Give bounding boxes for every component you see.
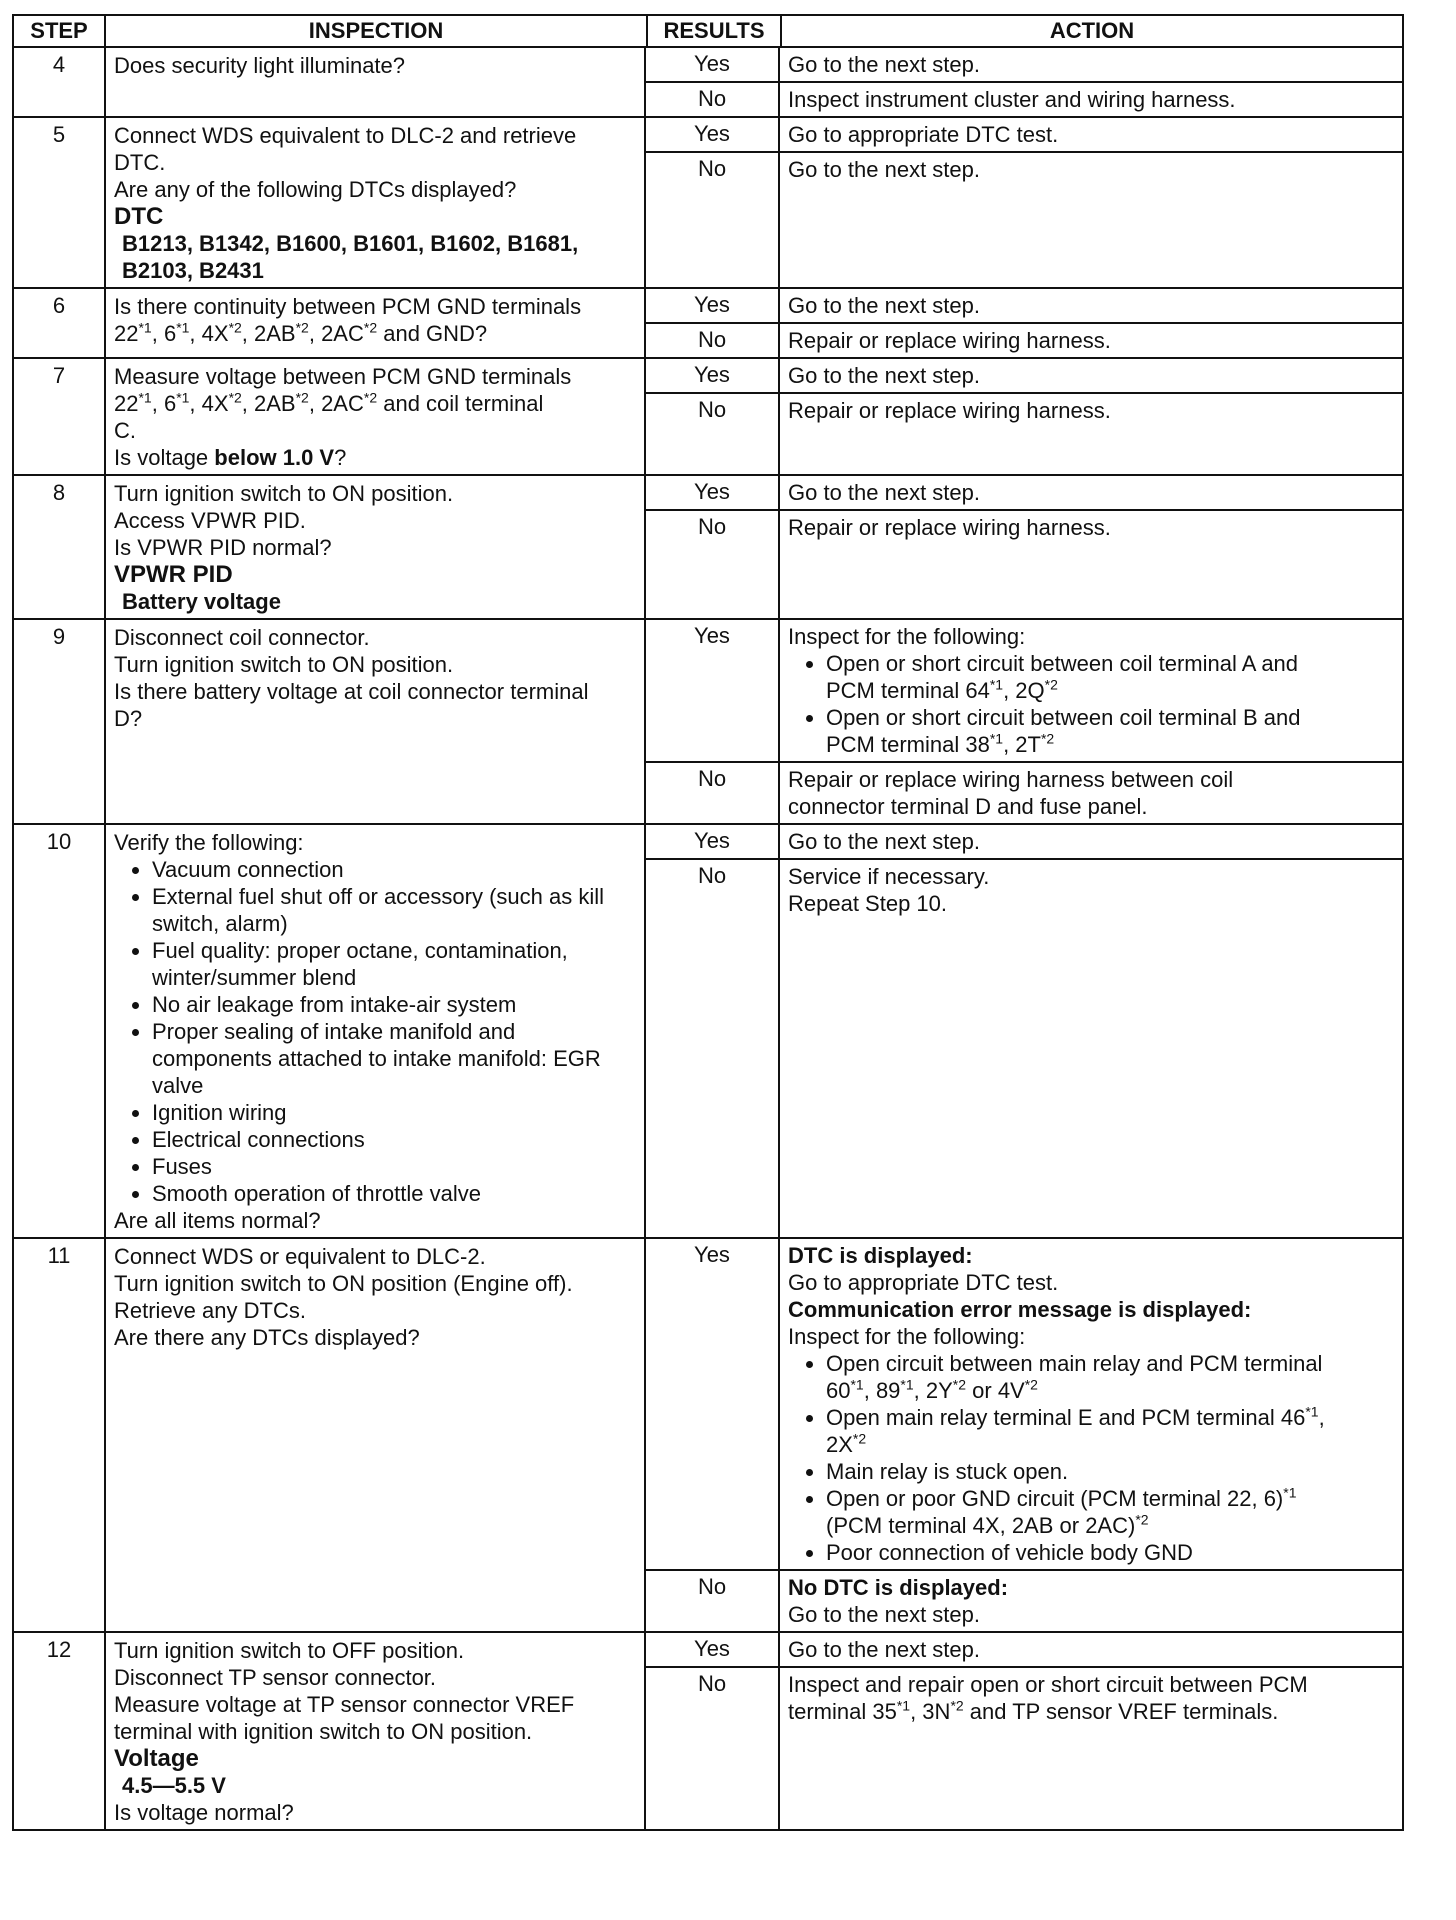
results-block [646, 48, 1402, 116]
inspection-text: D? [114, 706, 143, 731]
inspection-text: Connect WDS equivalent to DLC-2 and retrieve [114, 123, 577, 148]
action-text: Go to the next step. [788, 363, 981, 388]
step-row-5 [14, 118, 1402, 289]
result-no [646, 511, 1402, 618]
result-no [646, 153, 1402, 287]
inspection-text: Disconnect coil connector. [114, 625, 370, 650]
result-no [646, 324, 1402, 357]
inspection-cell [106, 1239, 646, 1631]
table-header [14, 16, 1402, 48]
inspection-text: Verify the following: [114, 830, 304, 855]
step-row-4 [14, 48, 1402, 118]
inspection-text: Does security light illuminate? [114, 53, 406, 78]
result-yes [646, 359, 1402, 394]
inspection-text: Is voltage below 1.0 V? [114, 445, 347, 470]
inspection-text: C. [114, 418, 136, 443]
list-item: • Open or short circuit between coil terminal B and PCM terminal 38$^{*1}$, $2T^{*2}$ [826, 704, 1396, 758]
result-label: Yes [646, 1239, 780, 1569]
list-item: • Smooth operation of throttle valve [152, 1180, 638, 1207]
action-text: connector terminal D and fuse panel. [788, 794, 1148, 819]
action-text: Go to the next step. [788, 829, 981, 854]
result-yes [646, 1633, 1402, 1668]
result-label: Yes [646, 1633, 780, 1666]
action-heading: DTC is displayed: [788, 1243, 973, 1268]
action-text: Inspect and repair open or short circuit between PCM [788, 1672, 1308, 1697]
step-row-10 [14, 825, 1402, 1239]
result-label: No [646, 153, 780, 287]
list-item: • Main relay is stuck open. [826, 1458, 1396, 1485]
result-no [646, 1571, 1402, 1631]
result-yes [646, 825, 1402, 860]
step-number: 5 [14, 118, 106, 287]
results-block [646, 118, 1402, 287]
inspection-text: DTC. [114, 150, 166, 175]
result-label: Yes [646, 289, 780, 322]
action-text: Go to appropriate DTC test. [788, 1270, 1059, 1295]
inspection-text: 22$^{*1}$, 6$^{*1}$, $4X^{*2}$, 2AB$^{*2}$, 2AC$^{*2}$ and coil terminal [114, 389, 544, 416]
result-label: No [646, 394, 780, 474]
result-label: No [646, 860, 780, 1237]
action-text: Repair or replace wiring harness. [788, 515, 1111, 540]
step-number: 4 [14, 48, 106, 116]
inspection-text: Are there any DTCs displayed? [114, 1325, 420, 1350]
spec-value: 4.5—5.5 V [122, 1773, 226, 1798]
list-item: • Proper sealing of intake manifold and components attached to intake manifold: EGR valve [152, 1018, 638, 1099]
result-label: No [646, 1668, 780, 1829]
result-yes [646, 476, 1402, 511]
action-heading: No DTC is displayed: [788, 1575, 1009, 1600]
action-text: Go to the next step. [788, 480, 981, 505]
inspection-text: Turn ignition switch to OFF position. [114, 1638, 465, 1663]
result-yes [646, 118, 1402, 153]
result-no [646, 763, 1402, 823]
inspection-text: Is there battery voltage at coil connector terminal [114, 679, 589, 704]
action-text: Go to the next step. [788, 157, 981, 182]
list-item: • Open or poor GND circuit (PCM terminal 22, 6)$^{*1}$ (PCM terminal 4X, 2AB or 2AC)$^{*2}$ [826, 1485, 1396, 1539]
spec-value: Battery voltage [122, 589, 281, 614]
inspection-cell [106, 825, 646, 1237]
result-label: Yes [646, 118, 780, 151]
inspection-text: 22$^{*1}$, 6$^{*1}$, $4X^{*2}$, 2AB$^{*2}$, 2AC$^{*2}$ and GND? [114, 319, 488, 346]
action-cell [780, 1571, 1402, 1631]
inspection-cell [106, 620, 646, 823]
list-item: • Fuel quality: proper octane, contamination, winter/summer blend [152, 937, 638, 991]
results-block [646, 289, 1402, 357]
step-row-9 [14, 620, 1402, 825]
inspection-text: Measure voltage at TP sensor connector VREF [114, 1692, 575, 1717]
action-text: Repair or replace wiring harness. [788, 398, 1111, 423]
result-label: Yes [646, 620, 780, 761]
inspection-cell [106, 118, 646, 287]
list-item: • Open main relay terminal E and PCM terminal 46$^{*1}$, $2X^{*2}$ [826, 1404, 1396, 1458]
result-label: Yes [646, 48, 780, 81]
list-item: • Ignition wiring [152, 1099, 638, 1126]
action-text: Service if necessary. [788, 864, 990, 889]
result-label: No [646, 511, 780, 618]
step-row-11 [14, 1239, 1402, 1633]
header-results: RESULTS [648, 16, 782, 46]
action-text: Go to the next step. [788, 1637, 981, 1662]
list-item: • Poor connection of vehicle body GND [826, 1539, 1396, 1566]
step-number: 6 [14, 289, 106, 357]
header-inspection: INSPECTION [106, 16, 648, 46]
inspection-cell [106, 1633, 646, 1829]
inspection-text: Turn ignition switch to ON position (Engine off). [114, 1271, 573, 1296]
inspection-text: Connect WDS or equivalent to DLC-2. [114, 1244, 486, 1269]
action-text: terminal 35$^{*1}$, $3N^{*2}$ and TP sensor VREF terminals. [788, 1697, 1279, 1724]
action-cell [780, 1668, 1402, 1829]
action-list [788, 650, 1396, 758]
inspection-text: terminal with ignition switch to ON position. [114, 1719, 533, 1744]
action-text: Inspect instrument cluster and wiring harness. [788, 87, 1236, 112]
result-yes [646, 289, 1402, 324]
results-block [646, 476, 1402, 618]
inspection-text: Is VPWR PID normal? [114, 535, 332, 560]
step-number: 8 [14, 476, 106, 618]
action-cell [780, 1239, 1402, 1569]
inspection-cell [106, 359, 646, 474]
results-block [646, 359, 1402, 474]
action-text: Inspect for the following: [788, 1324, 1026, 1349]
result-no [646, 860, 1402, 1237]
result-yes [646, 48, 1402, 83]
result-label: No [646, 1571, 780, 1631]
results-block [646, 1633, 1402, 1829]
step-number: 10 [14, 825, 106, 1237]
action-text: Go to appropriate DTC test. [788, 122, 1059, 147]
inspection-text: Access VPWR PID. [114, 508, 306, 533]
step-number: 12 [14, 1633, 106, 1829]
inspection-cell [106, 48, 646, 116]
results-block [646, 620, 1402, 823]
result-no [646, 1668, 1402, 1829]
list-item: • Electrical connections [152, 1126, 638, 1153]
action-text: Repair or replace wiring harness between coil [788, 767, 1234, 792]
action-text: Go to the next step. [788, 293, 981, 318]
action-cell [780, 763, 1402, 823]
action-text: Repair or replace wiring harness. [788, 328, 1111, 353]
step-number: 11 [14, 1239, 106, 1631]
inspection-text: Turn ignition switch to ON position. [114, 652, 454, 677]
result-no [646, 83, 1402, 116]
spec-value: B1213, B1342, B1600, B1601, B1602, B1681, [122, 231, 579, 256]
list-item: • External fuel shut off or accessory (such as kill switch, alarm) [152, 883, 638, 937]
diagnostic-table [12, 14, 1404, 1831]
verify-list [114, 856, 638, 1207]
result-label: No [646, 83, 780, 116]
action-text: Go to the next step. [788, 52, 981, 77]
inspection-cell [106, 476, 646, 618]
step-row-7 [14, 359, 1402, 476]
inspection-text: Is there continuity between PCM GND terminals [114, 294, 582, 319]
action-text: Repeat Step 10. [788, 891, 948, 916]
step-number: 7 [14, 359, 106, 474]
result-yes [646, 1239, 1402, 1571]
spec-value: B2103, B2431 [122, 258, 264, 283]
spec-heading: VPWR PID [114, 561, 233, 588]
spec-heading: Voltage [114, 1745, 199, 1772]
result-label: Yes [646, 476, 780, 509]
step-number: 9 [14, 620, 106, 823]
result-label: No [646, 763, 780, 823]
result-label: Yes [646, 825, 780, 858]
inspection-text: Disconnect TP sensor connector. [114, 1665, 437, 1690]
inspection-text: Are any of the following DTCs displayed? [114, 177, 517, 202]
step-row-8 [14, 476, 1402, 620]
results-block [646, 825, 1402, 1237]
spec-heading: DTC [114, 203, 164, 230]
header-step: STEP [14, 16, 106, 46]
list-item: • Vacuum connection [152, 856, 638, 883]
inspection-text: Is voltage normal? [114, 1800, 294, 1825]
results-block [646, 1239, 1402, 1631]
action-text: Inspect for the following: [788, 624, 1026, 649]
header-action: ACTION [1049, 18, 1135, 43]
action-list [788, 1350, 1396, 1566]
result-label: Yes [646, 359, 780, 392]
step-row-12 [14, 1633, 1402, 1829]
list-item: • No air leakage from intake-air system [152, 991, 638, 1018]
action-text: Go to the next step. [788, 1602, 981, 1627]
result-yes [646, 620, 1402, 763]
inspection-text: Are all items normal? [114, 1208, 321, 1233]
list-item: • Fuses [152, 1153, 638, 1180]
result-no [646, 394, 1402, 474]
inspection-cell [106, 289, 646, 357]
action-heading: Communication error message is displayed: [788, 1297, 1252, 1322]
list-item: • Open or short circuit between coil terminal A and PCM terminal 64$^{*1}$, $2Q^{*2}$ [826, 650, 1396, 704]
step-row-6 [14, 289, 1402, 359]
inspection-text: Measure voltage between PCM GND terminals [114, 364, 572, 389]
result-label: No [646, 324, 780, 357]
list-item: • Open circuit between main relay and PCM terminal 60$^{*1}$, 89$^{*1}$, $2Y^{*2}$ or $4V^{*2}$ [826, 1350, 1396, 1404]
action-cell [780, 620, 1402, 761]
inspection-text: Retrieve any DTCs. [114, 1298, 306, 1323]
action-cell [780, 860, 1402, 1237]
inspection-text: Turn ignition switch to ON position. [114, 481, 454, 506]
